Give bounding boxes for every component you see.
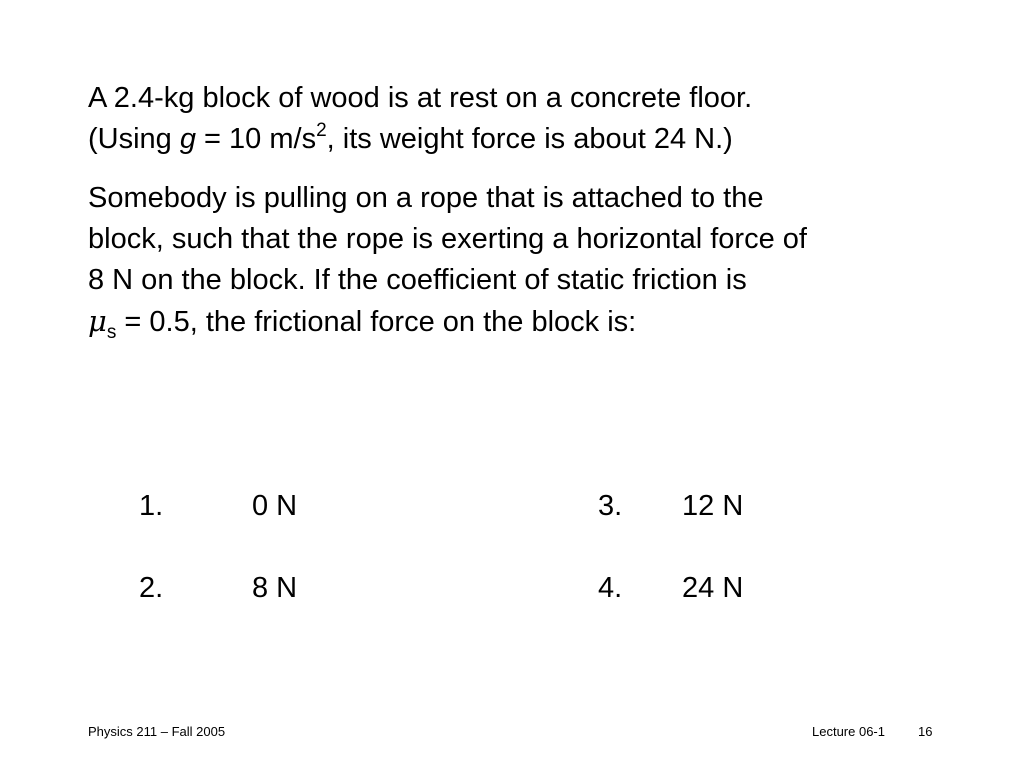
- footer-lecture: Lecture 06-1: [812, 724, 885, 739]
- problem-statement-question: [88, 178, 968, 346]
- exponent: 2: [316, 120, 327, 141]
- choice-4: [0, 571, 1024, 605]
- choice-answer: 8 N: [252, 572, 298, 604]
- choice-answer: 0 N: [252, 490, 298, 522]
- problem-statement-intro: [88, 78, 968, 160]
- question-line-4-suffix: = 0.5, the frictional force on the block is:: [116, 306, 637, 338]
- intro-line-2: [88, 119, 968, 160]
- choice-number: 2.: [139, 572, 164, 604]
- mu-symbol: μ: [88, 304, 107, 338]
- question-line-4: [88, 301, 968, 346]
- mu-subscript: s: [106, 322, 117, 343]
- question-line-1: Somebody is pulling on a rope that is attached to the: [88, 182, 764, 214]
- footer-course: Physics 211 – Fall 2005: [88, 724, 226, 739]
- question-line-2: block, such that the rope is exerting a horizontal force of: [88, 223, 807, 255]
- intro-line-1: A 2.4-kg block of wood is at rest on a concrete floor.: [88, 82, 753, 114]
- choice-answer: 24 N: [682, 572, 744, 604]
- intro-line-2-mid: = 10 m/s: [196, 123, 317, 155]
- intro-line-2-suffix: , its weight force is about 24 N.): [326, 123, 733, 155]
- g-symbol: g: [179, 123, 196, 155]
- question-line-3: 8 N on the block. If the coefficient of static friction is: [88, 264, 747, 296]
- footer-page-number: 16: [918, 724, 933, 739]
- choice-3: [0, 489, 1024, 523]
- choice-number: 1.: [139, 490, 164, 522]
- choice-number: 3.: [598, 490, 623, 522]
- choice-number: 4.: [598, 572, 623, 604]
- intro-line-2-prefix: (Using: [88, 123, 180, 155]
- choice-answer: 12 N: [682, 490, 744, 522]
